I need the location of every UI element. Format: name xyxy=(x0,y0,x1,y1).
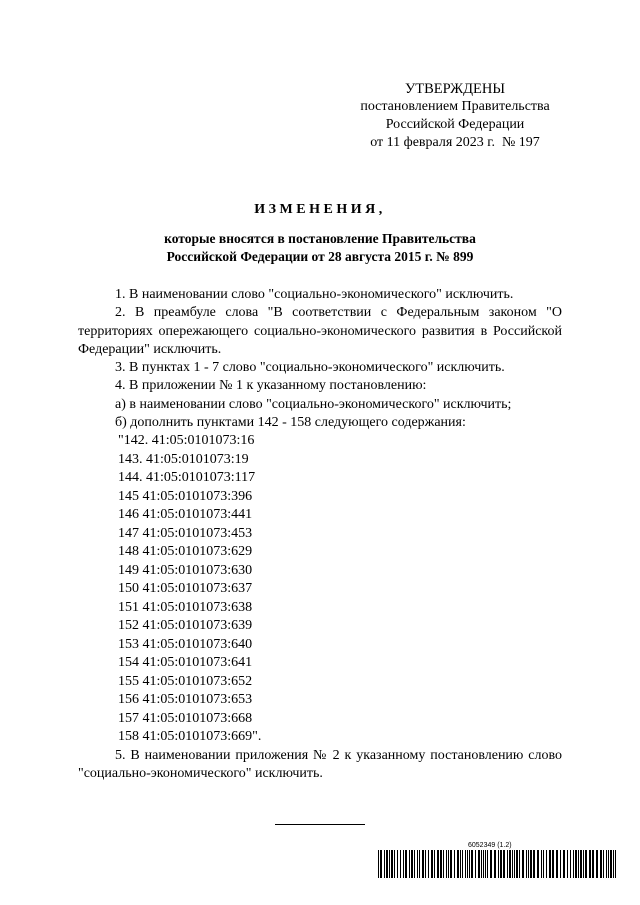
barcode-bar xyxy=(450,850,452,878)
barcode-bar xyxy=(570,850,571,878)
barcode-bar xyxy=(514,850,515,878)
barcode-bar xyxy=(467,850,468,878)
barcode-bar xyxy=(414,850,415,878)
barcode-bar xyxy=(560,850,561,878)
document-body xyxy=(78,286,562,783)
list-item: 157 41:05:0101073:668 xyxy=(118,710,253,726)
list-item: 154 41:05:0101073:641 xyxy=(118,655,253,671)
barcode-bar xyxy=(580,850,582,878)
paragraph-5: 5. В наименовании приложения № 2 к указанному постановлению слово "социально-экономического" исключить. xyxy=(78,747,562,782)
paragraph-4b: б) дополнить пунктами 142 - 158 следующего содержания: xyxy=(115,415,466,431)
barcode-bar xyxy=(600,850,602,878)
subtitle-line: которые вносятся в постановление Правительства xyxy=(164,231,476,246)
barcode-bar xyxy=(526,850,527,878)
barcode-bar xyxy=(391,850,393,878)
list-item: 149 41:05:0101073:630 xyxy=(118,562,253,578)
barcode-bar xyxy=(448,850,449,878)
list-item: 144. 41:05:0101073:117 xyxy=(118,470,256,486)
barcode-bar xyxy=(613,850,614,878)
barcode-bar xyxy=(380,850,382,878)
barcode-bar xyxy=(417,850,418,878)
end-separator xyxy=(275,824,365,825)
barcode-bar xyxy=(446,850,447,878)
barcode-bar xyxy=(610,850,612,878)
barcode-number: 6052349 (1.2) xyxy=(468,842,512,849)
barcode-bar xyxy=(389,850,390,878)
list-item: 153 41:05:0101073:640 xyxy=(118,636,253,652)
paragraph-3: 3. В пунктах 1 - 7 слово "социально-экономического" исключить. xyxy=(115,360,505,376)
barcode-bar xyxy=(469,850,470,878)
approval-line: постановлением Правительства xyxy=(360,99,550,114)
barcode-bar xyxy=(500,850,502,878)
approval-heading: УТВЕРЖДЕНЫ xyxy=(404,81,506,97)
document-subtitle xyxy=(80,230,560,266)
approval-block xyxy=(340,80,570,152)
paragraph-4: 4. В приложении № 1 к указанному постановлению: xyxy=(115,378,427,394)
barcode-bar xyxy=(483,850,484,878)
barcode-bar xyxy=(405,850,407,878)
barcode-bar xyxy=(384,850,385,878)
barcode-bar xyxy=(475,850,476,878)
paragraph-2: 2. В преамбуле слова "В соответствии с Федеральным законом "О территориях опережающего социально-экономического развития в Российской Федерации" исключить. xyxy=(78,305,562,357)
list-item: 155 41:05:0101073:652 xyxy=(118,673,253,689)
barcode-bar xyxy=(546,850,547,878)
barcode-bar xyxy=(394,850,395,878)
barcode-bar xyxy=(498,850,499,878)
barcode-bar xyxy=(509,850,511,878)
paragraph-1: 1. В наименовании слово "социально-экономического" исключить. xyxy=(115,287,514,302)
barcode-bar xyxy=(541,850,542,878)
barcode-bar xyxy=(503,850,505,878)
barcode-bar xyxy=(592,850,594,878)
barcode-bar xyxy=(400,850,401,878)
barcode-bar xyxy=(460,850,461,878)
barcode-bar xyxy=(419,850,420,878)
cadastral-list xyxy=(78,432,562,747)
barcode-bar xyxy=(530,850,532,878)
barcode-bar xyxy=(386,850,388,878)
barcode-bar xyxy=(528,850,529,878)
barcode-graphic xyxy=(378,850,616,878)
list-item: "142. 41:05:0101073:16 xyxy=(118,433,255,449)
barcode-bar xyxy=(397,850,398,878)
list-item: 150 41:05:0101073:637 xyxy=(118,581,253,597)
barcode-bar xyxy=(443,850,444,878)
barcode-bar xyxy=(411,850,413,878)
barcode-bar xyxy=(487,850,488,878)
barcode-bar xyxy=(573,850,574,878)
barcode-bar xyxy=(537,850,539,878)
barcode-bar xyxy=(606,850,607,878)
barcode-bar xyxy=(403,850,404,878)
list-item: 152 41:05:0101073:639 xyxy=(118,618,253,634)
list-item: 158 41:05:0101073:669". xyxy=(118,729,262,745)
barcode-bar xyxy=(567,850,568,878)
list-item: 146 41:05:0101073:441 xyxy=(118,507,253,523)
barcode-bar xyxy=(378,850,379,878)
barcode-bar xyxy=(494,850,496,878)
list-item: 147 41:05:0101073:453 xyxy=(118,525,253,541)
barcode-bar xyxy=(440,850,442,878)
barcode-bar xyxy=(608,850,609,878)
barcode-bar xyxy=(481,850,482,878)
barcode-bar xyxy=(465,850,466,878)
barcode-bar xyxy=(552,850,554,878)
barcode-bar xyxy=(485,850,486,878)
barcode-bar xyxy=(457,850,459,878)
barcode-bar xyxy=(596,850,598,878)
document-title: ИЗМЕНЕНИЯ, xyxy=(254,202,386,217)
barcode-bar xyxy=(478,850,480,878)
barcode-bar xyxy=(425,850,426,878)
barcode-bar xyxy=(507,850,508,878)
barcode-bar xyxy=(434,850,435,878)
barcode-bar xyxy=(556,850,558,878)
barcode-bar xyxy=(428,850,429,878)
barcode-bar xyxy=(422,850,424,878)
list-item: 148 41:05:0101073:629 xyxy=(118,544,253,560)
list-item: 156 41:05:0101073:653 xyxy=(118,692,253,708)
barcode-bar xyxy=(512,850,513,878)
list-item: 143. 41:05:0101073:19 xyxy=(118,451,249,467)
barcode-bar xyxy=(615,850,616,878)
barcode-bar xyxy=(437,850,439,878)
barcode-bar xyxy=(583,850,584,878)
barcode-bar xyxy=(409,850,410,878)
barcode-bar xyxy=(549,850,551,878)
barcode-bar xyxy=(519,850,520,878)
barcode-bar xyxy=(585,850,587,878)
barcode-bar xyxy=(563,850,565,878)
approval-date: от 11 февраля 2023 г. № 197 xyxy=(370,135,540,150)
approval-line: Российской Федерации xyxy=(385,117,525,132)
subtitle-line: Российской Федерации от 28 августа 2015 г. № 899 xyxy=(166,249,474,264)
barcode-bar xyxy=(454,850,455,878)
barcode-bar xyxy=(575,850,577,878)
barcode-bar xyxy=(522,850,524,878)
list-item: 151 41:05:0101073:638 xyxy=(118,599,253,615)
barcode-bar xyxy=(533,850,535,878)
barcode-bar xyxy=(462,850,463,878)
barcode-bar xyxy=(543,850,544,878)
barcode-bar xyxy=(516,850,518,878)
barcode-bar xyxy=(490,850,492,878)
barcode-bar xyxy=(471,850,473,878)
barcode-bar xyxy=(431,850,433,878)
barcode-bar xyxy=(589,850,591,878)
paragraph-4a: а) в наименовании слово "социально-экономического" исключить; xyxy=(115,396,512,412)
barcode-bar xyxy=(578,850,579,878)
barcode-bar xyxy=(603,850,604,878)
list-item: 145 41:05:0101073:396 xyxy=(118,488,253,504)
